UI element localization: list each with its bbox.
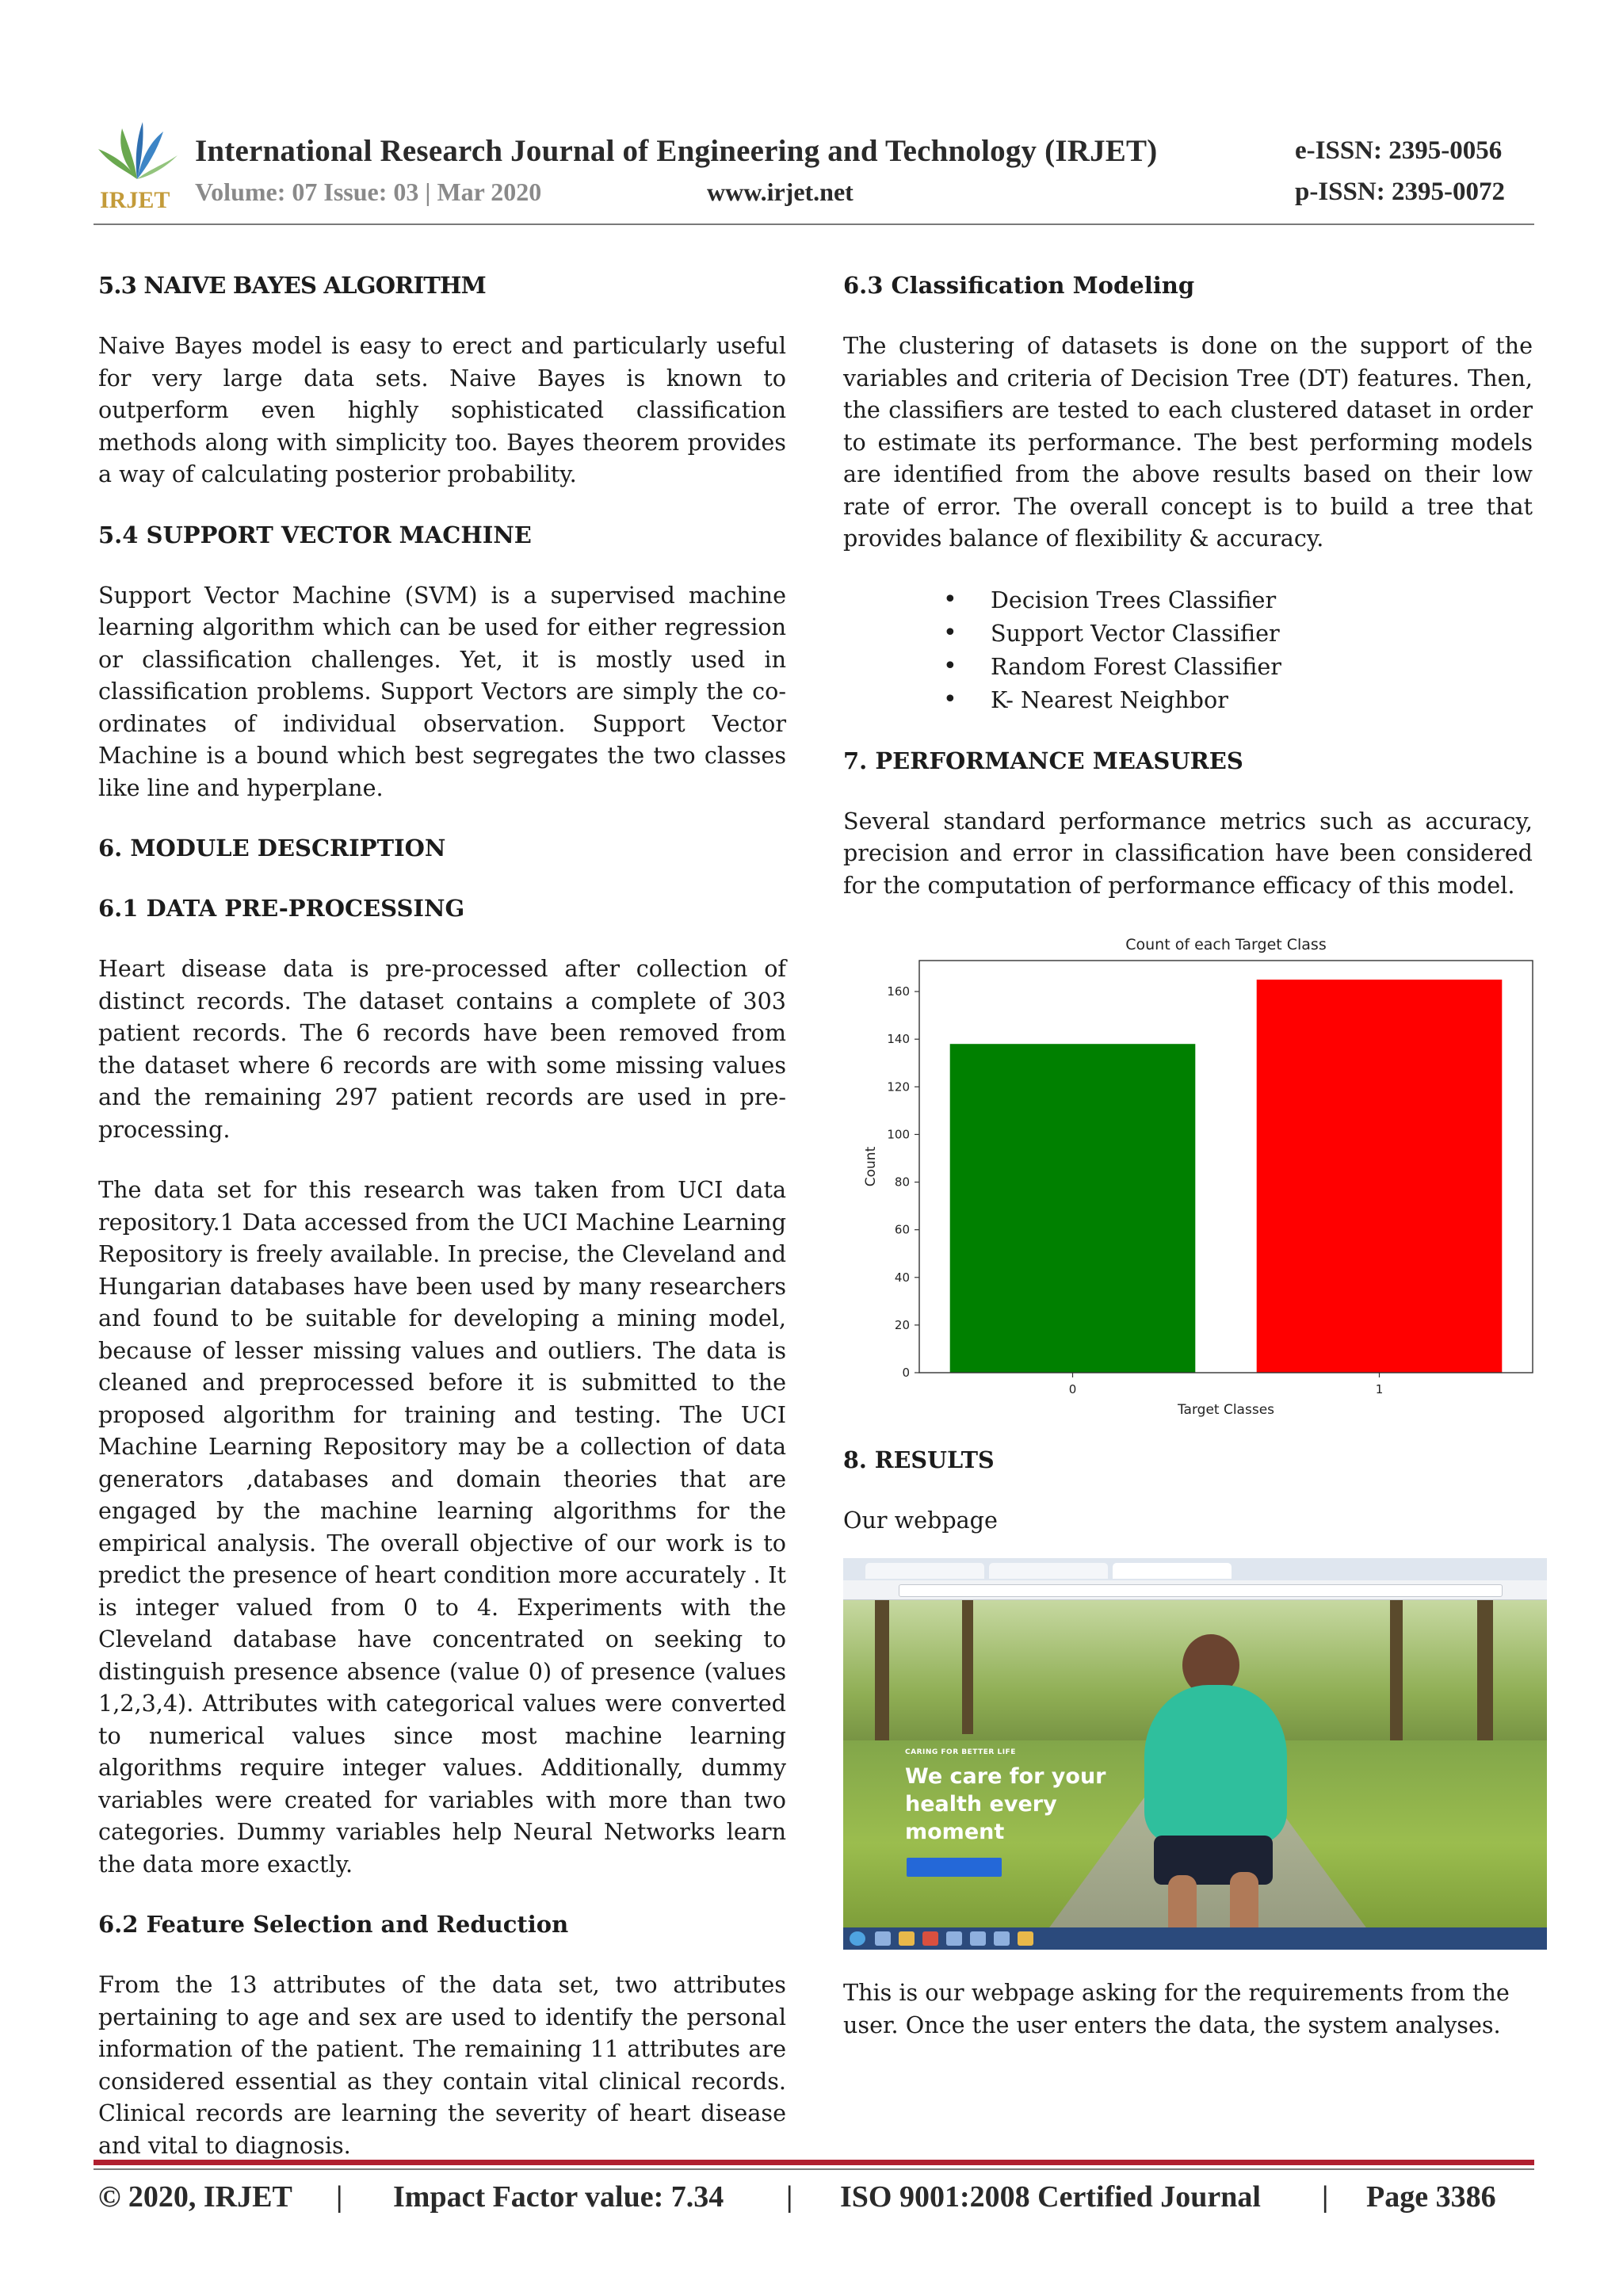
os-taskbar bbox=[843, 1927, 1547, 1950]
results-text: This is our webpage asking for the requirements from the user. Once the user enters the data, the system analyses. bbox=[843, 1979, 1510, 2038]
list-item: • Support Vector Classifier bbox=[991, 617, 1533, 650]
taskbar-icon[interactable] bbox=[1018, 1931, 1033, 1946]
section-7-text: Several standard performance metrics such as accuracy, precision and error in classification have been considered for the computation of performance efficacy of this model. bbox=[843, 807, 1533, 899]
y-axis-label: Count bbox=[863, 1146, 879, 1187]
footer-impact-factor: Impact Factor value: 7.34 bbox=[393, 2180, 724, 2214]
browser-address-bar bbox=[843, 1580, 1547, 1600]
browser-tab-bar bbox=[843, 1558, 1547, 1580]
footer-page-number: Page 3386 bbox=[1366, 2180, 1496, 2214]
volume-issue: Volume: 07 Issue: 03 | Mar 2020 bbox=[195, 178, 542, 206]
taskbar-icon[interactable] bbox=[946, 1931, 962, 1946]
y-tick-label: 40 bbox=[894, 1270, 910, 1285]
browser-tab-active[interactable] bbox=[1113, 1563, 1232, 1579]
x-axis-label: Target Classes bbox=[1177, 1402, 1275, 1418]
x-tick-label: 1 bbox=[1375, 1382, 1384, 1396]
chart-title: Count of each Target Class bbox=[1125, 936, 1327, 953]
taskbar-icon[interactable] bbox=[994, 1931, 1010, 1946]
section-5-3-title: 5.3 NAIVE BAYES ALGORITHM bbox=[98, 272, 486, 299]
hero-tagline: CARING FOR BETTER LIFE bbox=[905, 1748, 1016, 1756]
y-tick-label: 80 bbox=[894, 1175, 910, 1190]
y-tick-label: 100 bbox=[887, 1127, 910, 1142]
y-tick-label: 140 bbox=[887, 1032, 910, 1047]
taskbar-icon[interactable] bbox=[970, 1931, 986, 1946]
bar-class-0 bbox=[950, 1044, 1196, 1373]
taskbar-icon[interactable] bbox=[899, 1931, 915, 1946]
section-6-1-text-2: The data set for this research was taken from UCI data repository.1 Data accessed from the UCI Machine Learning Repository is freely available. In precise, the Cleveland and Hungarian databases have been used by many researchers and found to be suitable for developing a mining model, because of lesser missing values and outliers. The data is cleaned and preprocessed before it is submitted to the proposed algorithm for training and testing. The UCI Machine Learning Repository may be a collection of data generators ,databases and domain theories that are engaged by the machine learning algorithms for the empirical analysis. The overall objective of our work is to predict the presence of heart condition more accurately . It is integer valued from 0 to 4. Experiments with the Cleveland database have concentrated on seeking to distinguish presence absence (value 0) of presence (values 1,2,3,4). Attributes with categorical values were converted to numerical values since most machine learning algorithms require integer values. Additionally, dummy variables were created for variables with more than two categories. Dummy variables help Neural Networks learn the data more exactly. bbox=[98, 1176, 786, 1878]
hero-cta-button[interactable] bbox=[907, 1858, 1002, 1877]
bar-class-1 bbox=[1257, 980, 1503, 1373]
section-5-4-title: 5.4 SUPPORT VECTOR MACHINE bbox=[98, 521, 532, 548]
y-tick-label: 0 bbox=[902, 1366, 910, 1380]
browser-tab[interactable] bbox=[865, 1563, 984, 1579]
y-tick-label: 160 bbox=[887, 984, 910, 999]
irjet-logo bbox=[94, 117, 181, 212]
classifier-list bbox=[843, 583, 1533, 716]
footer-separator: | bbox=[786, 2180, 793, 2214]
target-class-bar-chart bbox=[843, 929, 1541, 1420]
footer-separator: | bbox=[1322, 2180, 1329, 2214]
start-icon[interactable] bbox=[850, 1931, 865, 1946]
browser-tab[interactable] bbox=[989, 1563, 1108, 1579]
taskbar-icon[interactable] bbox=[922, 1931, 938, 1946]
section-6-1-text-1: Heart disease data is pre-processed after collection of distinct records. The dataset contains a complete of 303 patient records. The 6 records have been removed from the dataset where 6 records are with some missing values and the remaining 297 patient records are used in pre-processing. bbox=[98, 955, 786, 1143]
section-6-2-title: 6.2 Feature Selection and Reduction bbox=[98, 1911, 569, 1938]
journal-website[interactable]: www.irjet.net bbox=[707, 178, 854, 206]
list-item: • K- Nearest Neighbor bbox=[991, 683, 1533, 716]
section-5-3-text: Naive Bayes model is easy to erect and particularly useful for very large data sets. Naive Bayes is known to outperform even highly sophisticated classification methods along with simplicity too. Bayes theorem provides a way of calculating posterior probability. bbox=[98, 332, 786, 487]
footer-separator: | bbox=[336, 2180, 343, 2214]
section-6-1-title: 6.1 DATA PRE-PROCESSING bbox=[98, 895, 465, 922]
hero-text bbox=[905, 1748, 1106, 1846]
x-tick-label: 0 bbox=[1068, 1382, 1077, 1396]
footer-iso: ISO 9001:2008 Certified Journal bbox=[840, 2180, 1261, 2214]
footer-rule-red bbox=[94, 2160, 1534, 2165]
section-7-title: 7. PERFORMANCE MEASURES bbox=[843, 747, 1243, 774]
left-column bbox=[98, 269, 786, 2161]
section-6-title: 6. MODULE DESCRIPTION bbox=[98, 835, 446, 861]
footer-rule-gray bbox=[94, 2168, 1534, 2170]
journal-title: International Research Journal of Engineering and Technology (IRJET) bbox=[195, 134, 1158, 168]
right-column bbox=[843, 269, 1533, 901]
y-tick-label: 60 bbox=[894, 1222, 910, 1237]
p-issn: p-ISSN: 2395-0072 bbox=[1295, 178, 1505, 206]
runner-tank-top bbox=[1144, 1685, 1287, 1843]
logo-text: IRJET bbox=[100, 187, 170, 212]
section-8-title: 8. RESULTS bbox=[843, 1446, 995, 1473]
results-subtitle: Our webpage bbox=[843, 1507, 998, 1534]
y-tick-label: 20 bbox=[894, 1317, 910, 1332]
e-issn: e-ISSN: 2395-0056 bbox=[1295, 136, 1503, 165]
header-divider bbox=[94, 223, 1534, 225]
list-item: • Decision Trees Classifier bbox=[991, 583, 1533, 617]
taskbar-icon[interactable] bbox=[875, 1931, 891, 1946]
hero-headline-line-3: moment bbox=[905, 1820, 1005, 1844]
section-6-3-title: 6.3 Classification Modeling bbox=[843, 272, 1195, 299]
url-field[interactable] bbox=[899, 1584, 1503, 1597]
list-item: • Random Forest Classifier bbox=[991, 650, 1533, 683]
hero-headline-line-2: health every bbox=[905, 1792, 1057, 1817]
webpage-screenshot bbox=[843, 1558, 1547, 1950]
section-6-3-text: The clustering of datasets is done on the support of the variables and criteria of Decision Tree (DT) features. Then, the classifiers are tested to each clustered dataset in order to estimate its performance. The best performing models are identified from the above results based on their low rate of error. The overall concept is to build a tree that provides balance of flexibility & accuracy. bbox=[843, 332, 1533, 552]
hero-headline-line-1: We care for your bbox=[905, 1764, 1106, 1789]
footer-copyright: © 2020, IRJET bbox=[98, 2180, 292, 2214]
section-5-4-text: Support Vector Machine (SVM) is a supervised machine learning algorithm which can be used for either regression or classification challenges. Yet, it is mostly used in classification problems. Support Vectors are simply the co-ordinates of individual observation. Support Vector Machine is a bound which best segregates the two classes like line and hyperplane. bbox=[98, 581, 786, 801]
section-6-2-text: From the 13 attributes of the data set, two attributes pertaining to age and sex are used to identify the personal information of the patient. The remaining 11 attributes are considered essential as they contain vital clinical records. Clinical records are learning the severity of heart disease and vital to diagnosis. bbox=[98, 1971, 786, 2159]
y-tick-label: 120 bbox=[887, 1079, 910, 1095]
